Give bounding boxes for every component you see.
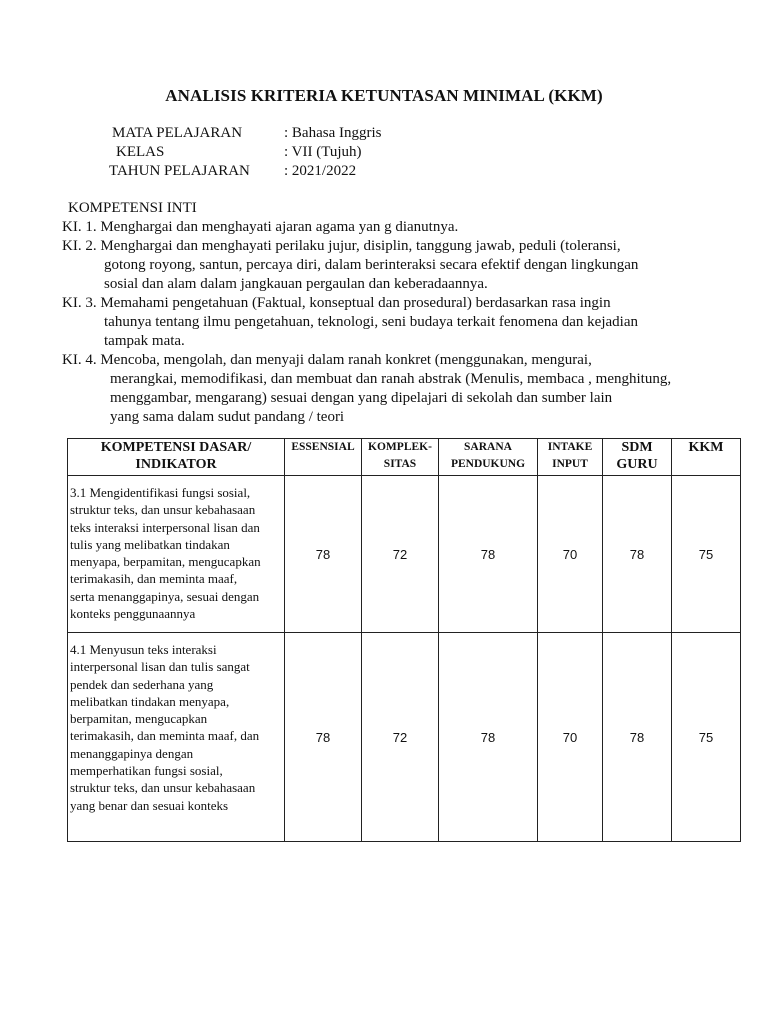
- header-kompetensi-dasar: [68, 439, 285, 476]
- header-sarana-pendukung: [439, 439, 538, 476]
- header-label: INDIKATOR: [135, 457, 217, 472]
- kd-line: interpersonal lisan dan tulis sangat: [70, 659, 250, 675]
- sdm-value: 78: [603, 633, 672, 842]
- kkm-table: [67, 438, 741, 842]
- kompetensi-dasar-cell: [68, 476, 285, 633]
- meta-label: KELAS: [116, 144, 165, 160]
- header-label: SDM: [621, 440, 653, 455]
- meta-row-subject: [112, 124, 381, 143]
- ki-2-continued: gotong royong, santun, percaya diri, dalam berinteraksi secara efektif dengan lingkungan: [104, 257, 639, 273]
- kd-line: struktur teks, dan unsur kebahasaan: [70, 502, 256, 518]
- kd-line: pendek dan sederhana yang: [70, 676, 214, 692]
- header-label: KKM: [688, 440, 724, 455]
- kd-line: teks interaksi interpersonal lisan dan: [70, 519, 260, 535]
- header-essensial: [285, 439, 362, 476]
- ki-4-continued: yang sama dalam sudut pandang / teori: [110, 409, 345, 425]
- kd-line: 3.1 Mengidentifikasi fungsi sosial,: [70, 485, 251, 500]
- page-title: ANALISIS KRITERIA KETUNTASAN MINIMAL (KKM): [165, 86, 603, 105]
- subject-info: [109, 124, 382, 181]
- header-sdm-guru: [603, 439, 672, 476]
- kompetensi-inti-section: [62, 199, 748, 427]
- essensial-value: 78: [285, 476, 362, 633]
- section-heading: KOMPETENSI INTI: [68, 200, 197, 216]
- header-label: INPUT: [552, 458, 588, 470]
- meta-label: TAHUN PELAJARAN: [109, 163, 250, 179]
- ki-4-continued: merangkai, memodifikasi, dan membuat dan ranah abstrak (Menulis, membaca , menghitung,: [110, 371, 672, 387]
- kompleksitas-value: 72: [362, 476, 439, 633]
- kkm-value: 75: [672, 633, 741, 842]
- kd-line: konteks penggunaannya: [70, 606, 196, 622]
- kd-line: menyapa, berpamitan, mengucapkan: [70, 554, 261, 570]
- kd-line: struktur teks, dan unsur kebahasaan: [70, 780, 256, 796]
- kd-line: berpamitan, mengucapkan: [70, 711, 208, 727]
- kd-line: tulis yang melibatkan tindakan: [70, 536, 230, 552]
- kompetensi-dasar-cell: [68, 633, 285, 842]
- header-label: INTAKE: [547, 441, 593, 453]
- table-row: [68, 633, 741, 842]
- header-label: ESSENSIAL: [291, 441, 355, 453]
- intake-value: 70: [538, 633, 603, 842]
- kompleksitas-value: 72: [362, 633, 439, 842]
- meta-value: : VII (Tujuh): [284, 144, 362, 160]
- kd-line: menanggapinya dengan: [70, 745, 194, 761]
- header-label: PENDUKUNG: [450, 458, 526, 470]
- table-header-row: [68, 439, 741, 476]
- sarana-value: 78: [439, 633, 538, 842]
- header-label: SITAS: [383, 458, 417, 470]
- kd-line: yang benar dan sesuai konteks: [70, 797, 229, 813]
- ki-2: KI. 2. Menghargai dan menghayati perilaku jujur, disiplin, tanggung jawab, peduli (toleransi,: [62, 238, 621, 254]
- kd-line: terimakasih, dan meminta maaf,: [70, 571, 238, 587]
- table-row: [68, 476, 741, 633]
- kd-line: melibatkan tindakan menyapa,: [70, 693, 230, 709]
- essensial-value: 78: [285, 633, 362, 842]
- ki-1: KI. 1. Menghargai dan menghayati ajaran agama yan g dianutnya.: [62, 219, 459, 235]
- ki-4: KI. 4. Mencoba, mengolah, dan menyaji dalam ranah konkret (menggunakan, mengurai,: [62, 352, 592, 368]
- ki-3: KI. 3. Memahami pengetahuan (Faktual, konseptual dan prosedural) berdasarkan rasa ingin: [62, 295, 611, 311]
- ki-4-continued: menggambar, mengarang) sesuai dengan yang dipelajari di sekolah dan sumber lain: [110, 390, 613, 406]
- kd-line: 4.1 Menyusun teks interaksi: [70, 642, 217, 657]
- meta-value: : Bahasa Inggris: [284, 125, 382, 141]
- header-kkm: [672, 439, 741, 476]
- ki-3-continued: tampak mata.: [104, 333, 185, 349]
- ki-3-continued: tahunya tentang ilmu pengetahuan, teknologi, seni budaya terkait fenomena dan kejadian: [104, 314, 638, 330]
- header-label: SARANA: [464, 441, 512, 453]
- header-label: KOMPETENSI DASAR/: [100, 440, 252, 455]
- kd-line: terimakasih, dan meminta maaf, dan: [70, 728, 260, 744]
- header-intake-input: [538, 439, 603, 476]
- kd-line: memperhatikan fungsi sosial,: [70, 763, 223, 779]
- sdm-value: 78: [603, 476, 672, 633]
- meta-row-year: [109, 162, 381, 181]
- meta-label: MATA PELAJARAN: [112, 125, 243, 141]
- meta-row-class: [112, 143, 381, 162]
- intake-value: 70: [538, 476, 603, 633]
- ki-2-continued: sosial dan alam dalam jangkauan pergaulan dan keberadaannya.: [104, 276, 488, 292]
- header-kompleksitas: [362, 439, 439, 476]
- header-label: GURU: [616, 457, 658, 472]
- kd-line: serta menanggapinya, sesuai dengan: [70, 588, 260, 604]
- header-label: KOMPLEK-: [368, 441, 432, 453]
- kkm-value: 75: [672, 476, 741, 633]
- meta-value: : 2021/2022: [284, 163, 357, 179]
- sarana-value: 78: [439, 476, 538, 633]
